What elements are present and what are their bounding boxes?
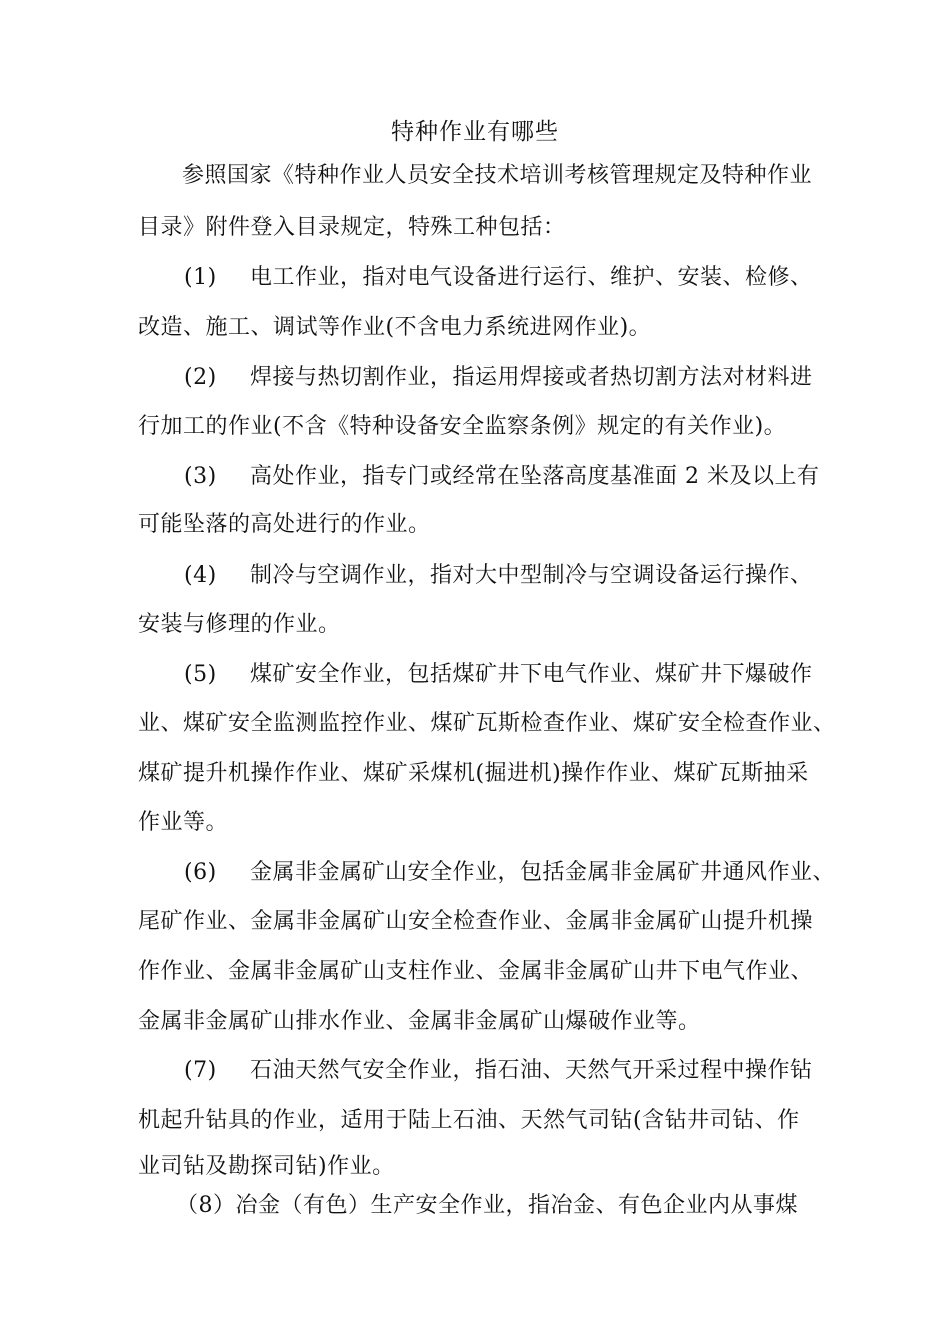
list-item-7 [184,1056,813,1086]
list-item-2 [184,363,813,393]
item-number: (6) [184,860,217,885]
item-number: (5) [184,662,217,687]
intro-line-2: 目录》附件登入目录规定，特殊工种包括： [138,215,566,240]
item-text: 行加工的作业(不含《特种设备安全监察条例》规定的有关作业)。 [138,414,787,439]
item-text: 电工作业，指对电气设备进行运行、维护、安装、检修、 [250,265,813,290]
item-text: 改造、施工、调试等作业(不含电力系统进网作业)。 [138,315,652,340]
item-number: (3) [184,464,217,489]
list-item-8: （8）冶金（有色）生产安全作业，指冶金、有色企业内从事煤 [176,1193,798,1218]
item-number: (2) [184,365,217,390]
list-item-3 [184,462,820,492]
item-text: 安装与修理的作业。 [138,612,341,637]
item-text: 业司钻及勘探司钻)作业。 [138,1154,395,1179]
list-item-6 [184,858,835,888]
list-item-1 [184,263,813,293]
item-text: 可能坠落的高处进行的作业。 [138,512,431,537]
item-text: 金属非金属矿山安全作业，包括金属非金属矿井通风作业、 [250,860,836,885]
item-number: (7) [184,1058,217,1083]
item-text: 尾矿作业、金属非金属矿山安全检查作业、金属非金属矿山提升机操 [138,909,814,934]
item-number: (1) [184,265,217,290]
item-text: 制冷与空调作业，指对大中型制冷与空调设备运行操作、 [250,563,813,588]
list-item-5 [184,660,813,690]
item-text: 金属非金属矿山排水作业、金属非金属矿山爆破作业等。 [138,1009,701,1034]
item-number: (4) [184,563,217,588]
intro-line-1: 参照国家《特种作业人员安全技术培训考核管理规定及特种作业 [182,163,813,188]
item-text: 焊接与热切割作业，指运用焊接或者热切割方法对材料进 [250,365,813,390]
item-text: 煤矿安全作业，包括煤矿井下电气作业、煤矿井下爆破作 [250,662,813,687]
item-text: 作作业、金属非金属矿山支柱作业、金属非金属矿山井下电气作业、 [138,959,814,984]
item-text: 石油天然气安全作业，指石油、天然气开采过程中操作钻 [250,1058,813,1083]
page-title: 特种作业有哪些 [391,119,559,145]
item-text: 高处作业，指专门或经常在坠落高度基准面 2 米及以上有 [250,464,820,489]
item-text: 业、煤矿安全监测监控作业、煤矿瓦斯检查作业、煤矿安全检查作业、 [138,711,836,736]
list-item-4 [184,561,813,591]
item-text: 作业等。 [138,810,229,835]
item-text: 机起升钻具的作业，适用于陆上石油、天然气司钻(含钻井司钻、作 [138,1108,800,1133]
item-text: 煤矿提升机操作作业、煤矿采煤机(掘进机)操作作业、煤矿瓦斯抽采 [138,761,809,786]
